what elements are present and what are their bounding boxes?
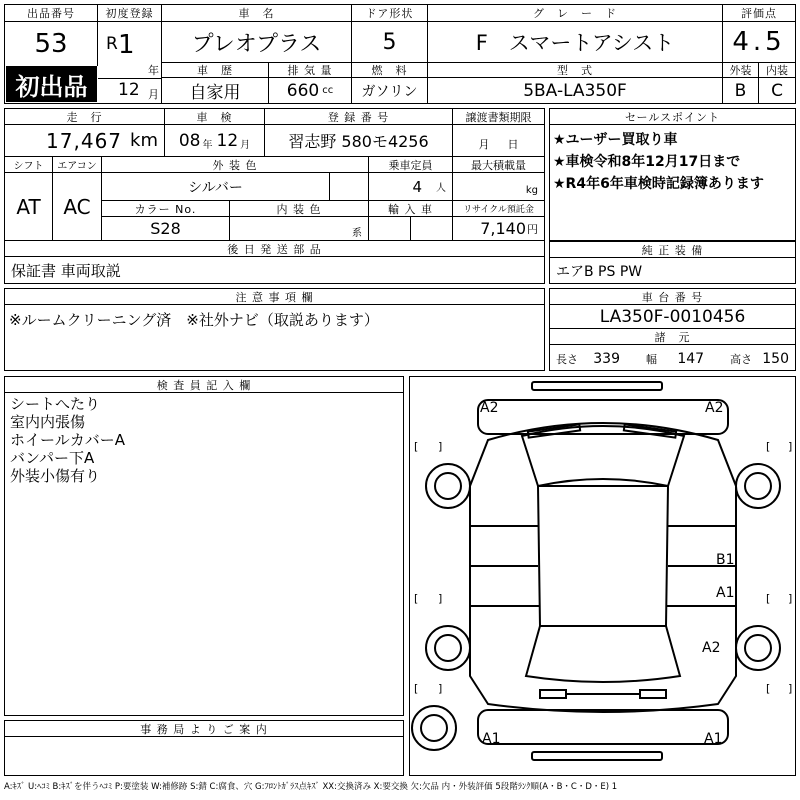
car-name: プレオプラス: [162, 22, 352, 63]
sales-point-2: ★車検令和8年12月17日まで: [553, 154, 741, 170]
max-load-cell: [453, 173, 544, 201]
svg-text:[: [: [414, 592, 419, 605]
plate-label: 登 録 番 号: [265, 109, 453, 125]
wheel-rl: [426, 626, 470, 670]
roof: [538, 486, 668, 626]
model: 5BA-LA350F: [428, 78, 723, 103]
door-label: ドア形状: [352, 5, 428, 22]
score: 4.5: [723, 22, 795, 63]
month-unit: 月: [148, 88, 159, 101]
first-reg-month: 12: [118, 80, 140, 100]
history-label: 車 歴: [162, 63, 269, 78]
displacement-label: 排 気 量: [269, 63, 352, 78]
max-load-label: 最大積載量: [453, 157, 544, 173]
damage-mark: B1: [716, 552, 735, 568]
insp-year-unit: 年: [202, 140, 213, 151]
recycle-cell: [453, 217, 544, 241]
inspector-notes: [10, 395, 125, 485]
ext-color: シルバー: [102, 173, 330, 201]
equipment-label: 純 正 装 備: [550, 242, 795, 258]
insp-month-unit: 月: [240, 140, 251, 151]
equipment: エアB PS PW: [556, 263, 643, 280]
spare-wheel: [412, 706, 456, 750]
damage-mark: A1: [704, 731, 723, 747]
width: [646, 348, 704, 367]
transfer-label: 譲渡書類期限: [453, 109, 544, 125]
shift-label: シフト: [5, 157, 53, 173]
rear-bumper: [478, 710, 728, 744]
height: [730, 348, 789, 367]
displacement: 660: [286, 80, 320, 101]
model-label: 型 式: [428, 63, 723, 78]
front-bumper: [478, 400, 728, 434]
wheel-rr: [736, 626, 780, 670]
damage-mark: A2: [480, 400, 499, 416]
car-body: [470, 423, 736, 712]
ac: AC: [53, 173, 102, 241]
inspector-note: シートへたり: [10, 395, 101, 413]
later-parts-label: 後 日 発 送 部 品: [5, 241, 544, 257]
era: R: [106, 34, 118, 54]
cc-unit: cc: [322, 85, 334, 96]
wheel-fl: [426, 464, 470, 508]
legend: A:ｷｽﾞ U:ﾍｺﾐ B:ｷｽﾞを伴うﾍｺﾐ P:要塗装 W:補修跡 S:錆 C:腐食、穴 G:ﾌﾛﾝﾄｶﾞﾗｽ点ｷｽﾞ XX:交換済み X:要交換 欠:欠品 内・外装評価 5段階ﾗﾝｸ順(A・B・C・D・E) 1: [4, 782, 618, 792]
first-reg-year: 1: [118, 30, 135, 60]
int-grade-label: 内装: [759, 63, 795, 78]
rear-bar-bottom: [532, 752, 662, 760]
first-reg-label: 初度登録: [98, 5, 162, 22]
chassis-label: 車 台 番 号: [550, 289, 795, 305]
front-bar-top: [532, 382, 662, 390]
import-cell: [369, 217, 411, 241]
import-cell-2: [411, 217, 453, 241]
ext-grade-label: 外装: [723, 63, 759, 78]
recycle-label: リサイクル預託金: [453, 201, 544, 217]
lot-number: 53: [5, 22, 98, 66]
svg-text:[: [: [766, 440, 771, 453]
damage-mark: A1: [482, 731, 501, 747]
insp-year: 08: [178, 130, 201, 151]
caution-label: 注 意 事 項 欄: [5, 289, 544, 305]
width-value: 147: [677, 351, 705, 367]
doors: 5: [352, 22, 428, 63]
length-value: 339: [593, 351, 620, 367]
score-label: 評価点: [723, 5, 795, 22]
later-parts: 保証書 車両取説: [11, 261, 121, 280]
ext-color-extra: [330, 173, 369, 201]
caution-text: ※ルームクリーニング済 ※社外ナビ（取説あります）: [9, 311, 379, 329]
svg-text:]: ]: [788, 682, 793, 695]
shift: AT: [5, 173, 53, 241]
damage-mark: A1: [716, 585, 735, 601]
capacity-unit: 人: [436, 183, 446, 194]
year-unit: 年: [148, 64, 159, 77]
car-diagram: [410, 376, 796, 776]
inspector-label: 検 査 員 記 入 欄: [5, 377, 403, 393]
int-color-cell: [230, 217, 369, 241]
svg-text:]: ]: [438, 592, 443, 605]
width-label: 幅: [646, 353, 657, 366]
sales-point-3: ★R4年6年車検時記録簿あります: [553, 176, 764, 192]
svg-text:]: ]: [788, 440, 793, 453]
mileage-label: 走 行: [5, 109, 165, 125]
ext-color-label: 外 装 色: [102, 157, 369, 173]
sales-points-label: セールスポイント: [550, 109, 795, 125]
int-grade: C: [771, 80, 783, 101]
chassis-number: LA350F-0010456: [550, 305, 795, 329]
capacity-cell: [369, 173, 453, 201]
km-unit: km: [130, 130, 158, 151]
damage-mark: A2: [705, 400, 724, 416]
taillight-right: [640, 690, 666, 698]
max-load-unit: kg: [525, 185, 538, 196]
transfer-month: 月: [478, 137, 490, 151]
inspection-label: 車 検: [165, 109, 265, 125]
capacity-label: 乗車定員: [369, 157, 453, 173]
inspector-note: 外装小傷有り: [10, 467, 101, 485]
height-value: 150: [762, 351, 789, 367]
int-color-label: 内 装 色: [230, 201, 369, 217]
fuel: ガソリン: [352, 78, 428, 103]
insp-month: 12: [216, 130, 239, 151]
length: [556, 348, 620, 367]
office-label: 事 務 局 よ り ご 案 内: [5, 721, 403, 737]
wheel-fr: [736, 464, 780, 508]
grade: F スマートアシスト: [428, 22, 723, 63]
svg-text:]: ]: [438, 682, 443, 695]
mileage-cell: [5, 125, 165, 157]
taillight-left: [540, 690, 566, 698]
fuel-label: 燃 料: [352, 63, 428, 78]
damage-mark: A2: [702, 640, 721, 656]
height-label: 高さ: [730, 353, 753, 366]
color-no: S28: [102, 217, 230, 241]
recycle-unit: 円: [527, 222, 538, 236]
dims-label: 諸 元: [550, 329, 795, 345]
inspector-note: バンパー下A: [10, 449, 95, 467]
capacity: 4: [412, 177, 422, 196]
color-no-label: カラー No.: [102, 201, 230, 217]
svg-text:[: [: [766, 682, 771, 695]
recycle: 7,140: [480, 219, 526, 238]
transfer-cell: [453, 125, 544, 157]
car-name-label: 車 名: [162, 5, 352, 22]
inspector-note: ホイールカバーA: [10, 431, 125, 449]
transfer-day: 日: [507, 137, 519, 151]
dims-row: [550, 345, 795, 370]
rear-glass: [526, 626, 680, 682]
displacement-cell: [269, 78, 352, 103]
svg-text:[: [: [414, 682, 419, 695]
history: 自家用: [162, 78, 269, 103]
inspection-cell: [165, 125, 265, 157]
inspector-note: 室内内張傷: [10, 413, 86, 431]
lot-label: 出品番号: [5, 5, 98, 22]
svg-text:[: [: [766, 592, 771, 605]
svg-text:]: ]: [788, 592, 793, 605]
grade-label: グ レ ー ド: [428, 5, 723, 22]
length-label: 長さ: [556, 353, 578, 366]
sales-point-1: ★ユーザー買取り車: [553, 132, 678, 148]
svg-text:]: ]: [438, 440, 443, 453]
ext-grade: B: [723, 78, 759, 103]
int-color-unit: 系: [352, 228, 362, 239]
plate: 習志野 580モ4256: [265, 125, 453, 157]
svg-text:[: [: [414, 440, 419, 453]
ac-label: エアコン: [53, 157, 102, 173]
first-listing-badge: 初出品: [6, 66, 97, 102]
import-label: 輸 入 車: [369, 201, 453, 217]
mileage: 17,467: [46, 128, 123, 153]
